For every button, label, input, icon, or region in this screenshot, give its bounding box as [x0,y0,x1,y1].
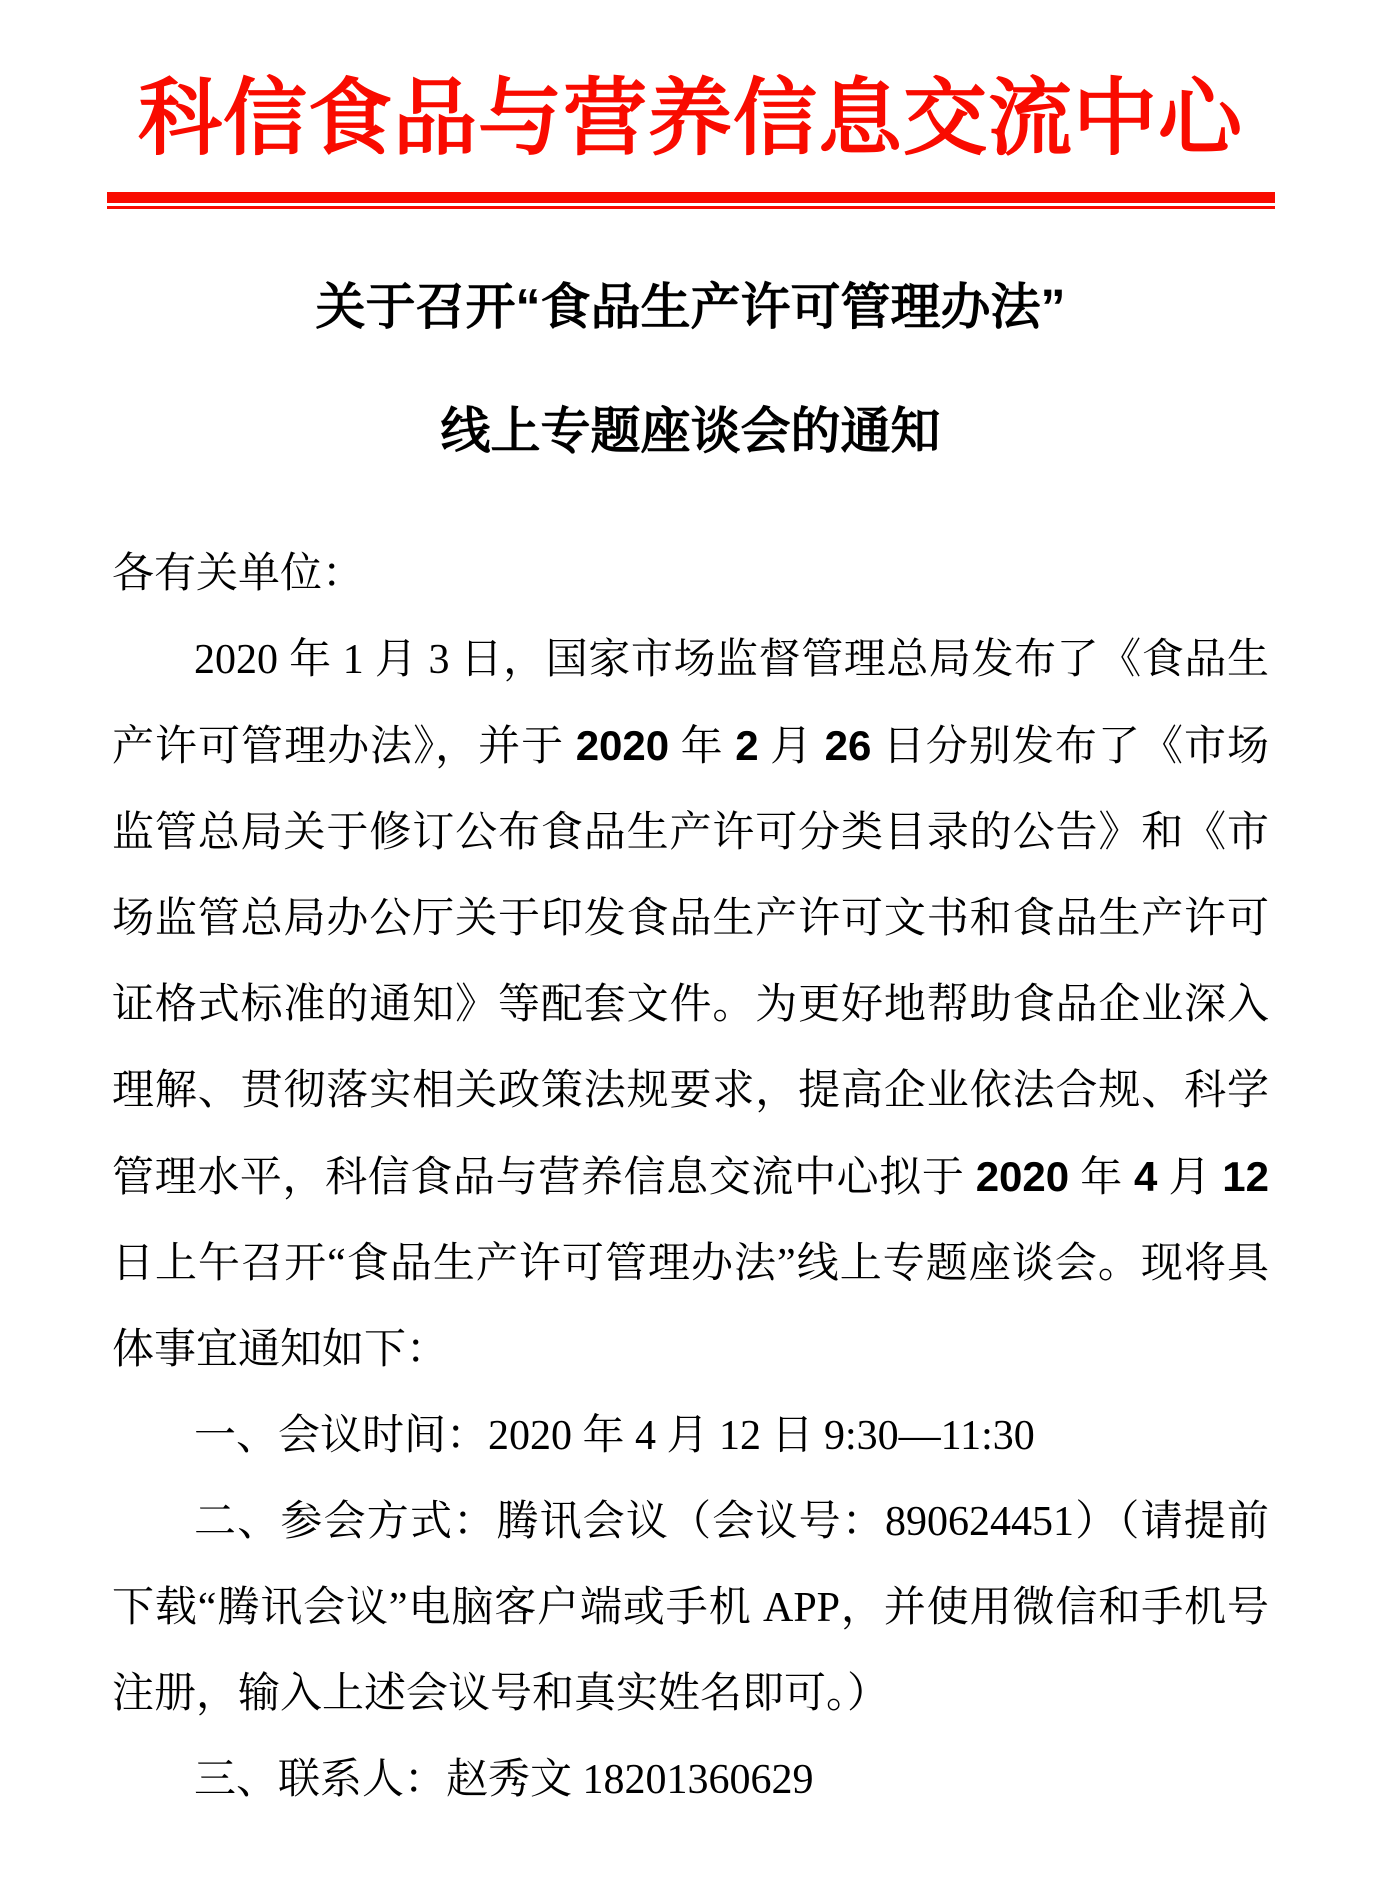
letterhead [0,0,1381,209]
letterhead-divider [107,192,1275,209]
document-body [112,531,1269,1823]
bold-day-number: 12 [1222,1153,1269,1200]
bold-year-number: 2020 [975,1153,1070,1200]
salutation: 各有关单位： [112,551,365,597]
document-title-line-1: 关于召开“食品生产许可管理办法” [315,279,1066,335]
document-title-line-2: 线上专题座谈会的通知 [440,403,941,459]
paragraph-text-segment: 日上午召开“食品生产许可管理办法”线上专题座谈会。现将具体事宜通知如下： [112,1241,1269,1373]
divider-thick-line [107,192,1275,203]
divider-thin-line [107,206,1275,209]
item-participation-method: 二、参会方式：腾讯会议（会议号：890624451）（请提前下载“腾讯会议”电脑客户端或手机 APP，并使用微信和手机号注册，输入上述会议号和真实姓名即可。） [112,1499,1269,1717]
paragraph-text-segment: 月 [758,724,825,770]
bold-month-number: 2 [735,722,759,769]
item-meeting-time: 一、会议时间：2020 年 4 月 12 日 9:30—11:30 [194,1413,1035,1459]
paragraph-text-segment: 年 [1069,1155,1135,1201]
paragraph-text-segment: 年 [669,724,736,770]
item-contact-person: 三、联系人：赵秀文 18201360629 [194,1757,814,1803]
bold-month-number: 4 [1134,1153,1158,1200]
bold-year-number: 2020 [575,722,670,769]
paragraph-text-segment: 2020 年 1 月 3 日，国家市场监督管理总局发布了《食品生产许可管理办法》，并于 [112,637,1269,770]
paragraph-text-segment: 日分别发布了《市场监管总局关于修订公布食品生产许可分类目录的公告》和《市场监管总局办公厅关于印发食品生产许可文书和食品生产许可证格式标准的通知》等配套文件。为更好地帮助食品企业深入理解、贯彻落实相关政策法规要求，提高企业依法合规、科学管理水平，科信食品与营养信息交流中心拟于 [112,724,1269,1201]
main-paragraph [112,617,1269,1393]
document-title [0,245,1381,493]
bold-day-number: 26 [824,722,872,769]
org-name-heading: 科信食品与营养信息交流中心 [137,71,1243,165]
paragraph-text-segment: 月 [1157,1155,1223,1201]
